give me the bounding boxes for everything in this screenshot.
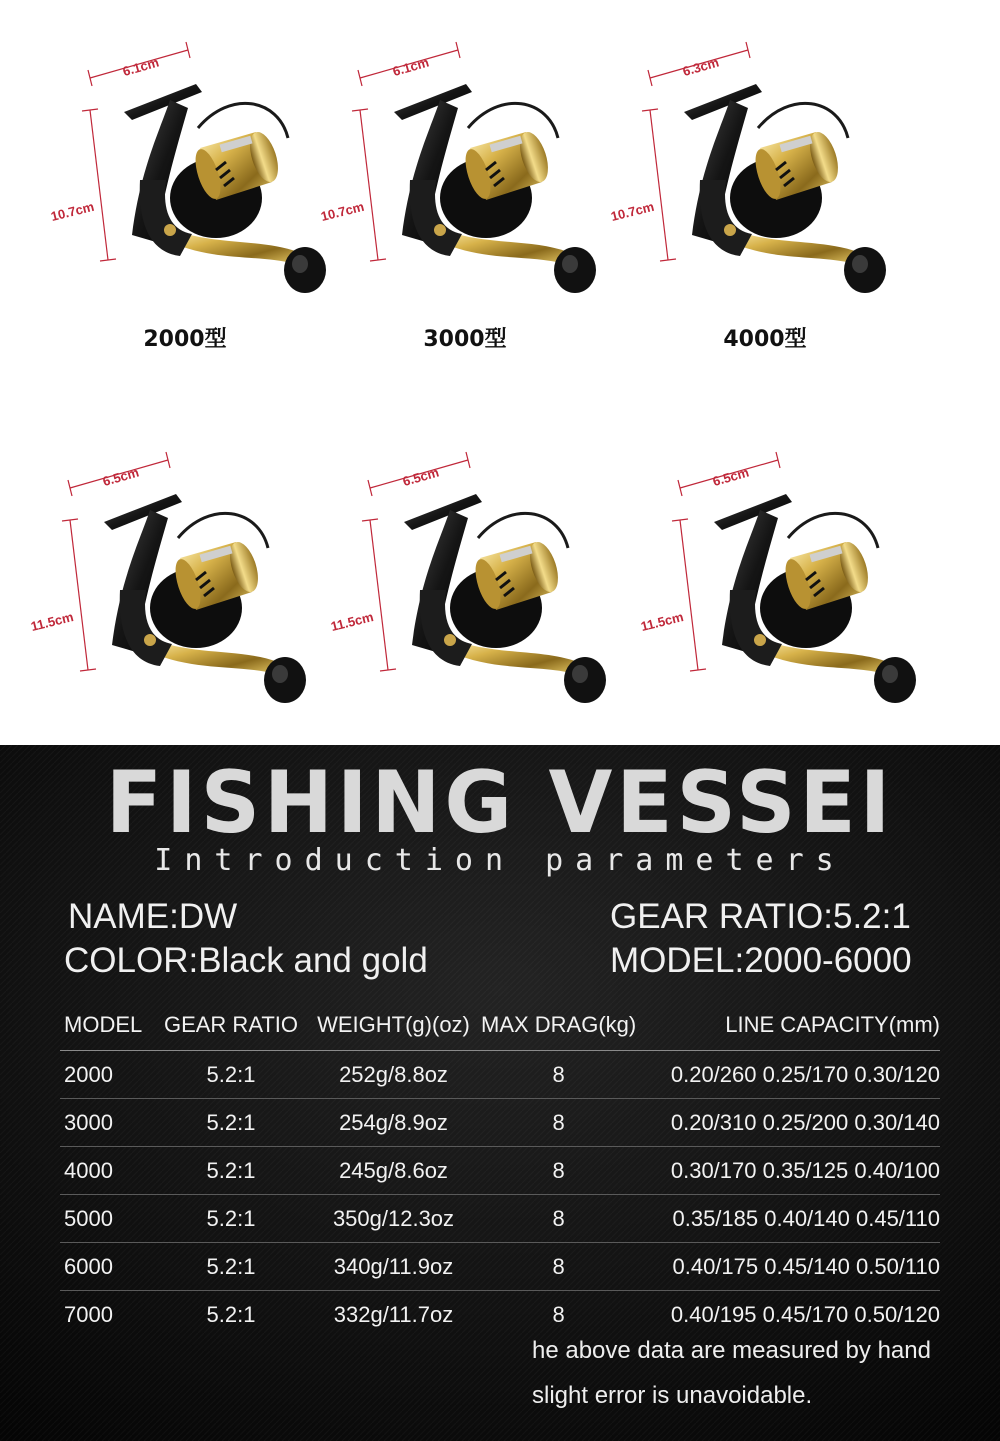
table-cell: 0.20/260 0.25/170 0.30/120 bbox=[636, 1051, 940, 1099]
height-label: 11.5cm bbox=[639, 609, 685, 635]
column-header: GEAR RATIO bbox=[156, 1000, 306, 1051]
model-caption: 4000型 bbox=[723, 327, 807, 352]
width-label: 6.5cm bbox=[100, 464, 141, 490]
table-row bbox=[60, 1051, 940, 1099]
table-cell: 8 bbox=[481, 1243, 636, 1291]
measurement-note-line2: slight error is unavoidable. bbox=[532, 1382, 813, 1409]
table-cell: 350g/12.3oz bbox=[306, 1195, 481, 1243]
fishing-reel-image bbox=[300, 430, 620, 710]
height-dimension bbox=[49, 109, 116, 261]
width-label: 6.5cm bbox=[710, 464, 751, 490]
width-label: 6.1cm bbox=[120, 54, 161, 80]
height-label: 11.5cm bbox=[329, 609, 375, 635]
height-dimension bbox=[319, 109, 386, 261]
fishing-reel-image bbox=[580, 20, 900, 300]
table-row bbox=[60, 1291, 940, 1339]
column-header: MAX DRAG(kg) bbox=[481, 1000, 636, 1051]
table-cell: 8 bbox=[481, 1051, 636, 1099]
reel-body bbox=[714, 494, 916, 703]
spec-table bbox=[60, 1000, 940, 1338]
width-dimension bbox=[648, 42, 750, 86]
table-cell: 0.20/310 0.25/200 0.30/140 bbox=[636, 1099, 940, 1147]
height-label: 11.5cm bbox=[29, 609, 75, 635]
table-cell: 5.2:1 bbox=[156, 1051, 306, 1099]
name-spec: NAME:DW bbox=[68, 897, 238, 936]
table-cell: 332g/11.7oz bbox=[333, 1301, 454, 1327]
table-cell: 5.2:1 bbox=[156, 1195, 306, 1243]
height-label: 10.7cm bbox=[319, 198, 366, 225]
page-title: FISHING VESSEI bbox=[105, 753, 895, 853]
table-cell: 8 bbox=[481, 1147, 636, 1195]
height-label: 10.7cm bbox=[49, 198, 96, 225]
model-range-spec: MODEL:2000-6000 bbox=[610, 941, 912, 980]
width-dimension bbox=[368, 452, 470, 496]
table-cell: 8 bbox=[481, 1099, 636, 1147]
height-dimension bbox=[29, 519, 96, 671]
reel-photo-3 bbox=[580, 20, 900, 352]
table-cell: 254g/8.9oz bbox=[306, 1099, 481, 1147]
width-label: 6.1cm bbox=[390, 54, 431, 80]
reel-photo-2 bbox=[290, 20, 610, 352]
table-cell: 4000 bbox=[60, 1147, 156, 1195]
table-cell: 5.2:1 bbox=[156, 1099, 306, 1147]
reel-photo-4 bbox=[0, 430, 320, 710]
table-cell: 252g/8.8oz bbox=[306, 1051, 481, 1099]
gear-ratio-spec: GEAR RATIO:5.2:1 bbox=[610, 897, 911, 936]
column-header: MODEL bbox=[60, 1000, 156, 1051]
height-dimension bbox=[329, 519, 396, 671]
table-cell: 8 bbox=[552, 1301, 565, 1327]
width-dimension bbox=[68, 452, 170, 496]
table-cell: 7000 bbox=[64, 1301, 113, 1327]
reel-body bbox=[404, 494, 606, 703]
reel-photo-6 bbox=[610, 430, 930, 710]
table-cell: 245g/8.6oz bbox=[306, 1147, 481, 1195]
fishing-reel-image bbox=[290, 20, 610, 300]
table-row bbox=[60, 1195, 940, 1243]
table-cell: 8 bbox=[481, 1195, 636, 1243]
table-cell: 2000 bbox=[60, 1051, 156, 1099]
column-header: LINE CAPACITY(mm) bbox=[636, 1000, 940, 1051]
table-row bbox=[60, 1243, 940, 1291]
table-cell: 0.35/185 0.40/140 0.45/110 bbox=[636, 1195, 940, 1243]
reel-photo-5 bbox=[300, 430, 620, 710]
table-cell: 3000 bbox=[60, 1099, 156, 1147]
page-subtitle: Introduction parameters bbox=[154, 843, 846, 878]
width-label: 6.5cm bbox=[400, 464, 441, 490]
height-dimension bbox=[609, 109, 676, 261]
table-cell: 5000 bbox=[60, 1195, 156, 1243]
fishing-reel-image bbox=[0, 430, 320, 710]
table-row bbox=[60, 1147, 940, 1195]
width-dimension bbox=[678, 452, 780, 496]
reel-body bbox=[104, 494, 306, 703]
width-dimension bbox=[358, 42, 460, 86]
table-row bbox=[60, 1099, 940, 1147]
table-cell: 0.40/195 0.45/170 0.50/120 bbox=[670, 1301, 940, 1327]
table-cell: 6000 bbox=[60, 1243, 156, 1291]
specifications-panel bbox=[0, 745, 1000, 1441]
table-cell: 5.2:1 bbox=[156, 1147, 306, 1195]
reel-body bbox=[394, 84, 596, 293]
reel-body bbox=[684, 84, 886, 293]
table-cell: 5.2:1 bbox=[156, 1243, 306, 1291]
table-cell: 0.40/175 0.45/140 0.50/110 bbox=[636, 1243, 940, 1291]
column-header: WEIGHT(g)(oz) bbox=[306, 1000, 481, 1051]
model-caption: 2000型 bbox=[143, 327, 227, 352]
height-dimension bbox=[639, 519, 706, 671]
color-spec: COLOR:Black and gold bbox=[64, 941, 428, 980]
fishing-reel-image bbox=[610, 430, 930, 710]
width-label: 6.3cm bbox=[680, 54, 721, 80]
table-cell: 5.2:1 bbox=[206, 1301, 256, 1327]
model-caption: 3000型 bbox=[423, 327, 507, 352]
table-header-row bbox=[60, 1000, 940, 1051]
measurement-note-line1: he above data are measured by hand bbox=[532, 1337, 931, 1364]
height-label: 10.7cm bbox=[609, 198, 656, 225]
table-cell: 340g/11.9oz bbox=[306, 1243, 481, 1291]
width-dimension bbox=[88, 42, 190, 86]
table-cell: 0.30/170 0.35/125 0.40/100 bbox=[636, 1147, 940, 1195]
